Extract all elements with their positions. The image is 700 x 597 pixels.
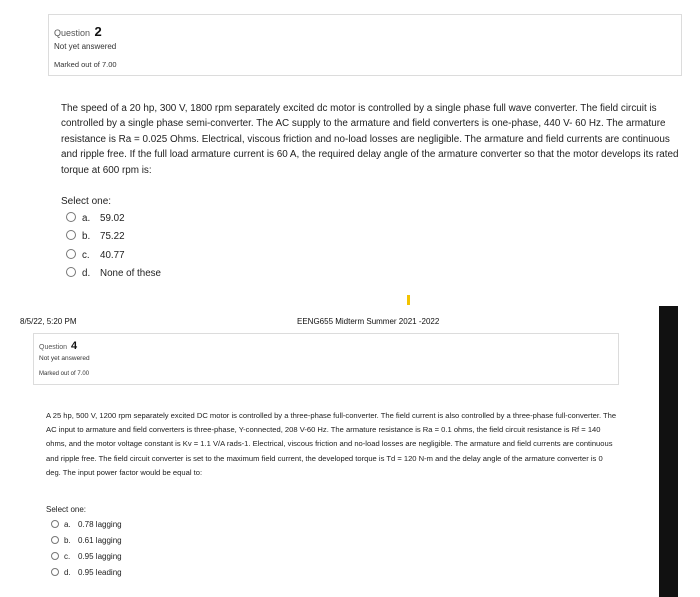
radio-button[interactable]	[66, 212, 76, 222]
question-label: Question	[39, 344, 68, 351]
question-grade: Marked out of 7.00	[39, 371, 90, 377]
answer-option-a[interactable]	[51, 520, 122, 530]
question-state: Not yet answered	[39, 355, 90, 362]
select-one-prompt: Select one:	[46, 505, 87, 514]
answer-text: 0.61 lagging	[78, 536, 122, 545]
answer-option-d[interactable]	[51, 568, 122, 578]
question-number-value: 4	[70, 340, 78, 352]
question-number	[39, 340, 77, 352]
question-text: A 25 hp, 500 V, 1200 rpm separately excited DC motor is controlled by a three-phase full-converter. The field current is also controlled by a three-phase full-converter. The AC input to armature and field converters is three-phase, Y-connected, 208 V-60 Hz. The armature resistance is Ra = 0.1 ohms, the field circuit resistance is Rf = 140 ohms, and the motor voltage constant is Kv = 1.1 V/A rads-1. Electrical, viscous friction and no-load losses are negligible. The armature and field currents are continuous and ripple free. The field circuit converter is set to the maximum field current, the developed torque is Td = 120 N-m and the delay angle of the armature converter is 0 deg. The input power factor would be equal to:	[46, 411, 617, 477]
answer-option-b[interactable]	[66, 231, 125, 243]
answer-letter: a.	[82, 213, 91, 224]
answer-letter: c.	[64, 552, 71, 561]
radio-button[interactable]	[66, 230, 76, 240]
radio-button[interactable]	[51, 568, 59, 576]
answer-option-c[interactable]	[66, 250, 125, 262]
answer-text: 75.22	[100, 231, 125, 242]
radio-button[interactable]	[51, 520, 59, 528]
answer-text: None of these	[100, 268, 162, 279]
radio-button[interactable]	[51, 536, 59, 544]
yellow-marker	[407, 295, 410, 305]
question-grade: Marked out of 7.00	[54, 60, 117, 69]
answer-option-b[interactable]	[51, 536, 122, 546]
answer-letter: d.	[82, 268, 91, 279]
answer-option-c[interactable]	[51, 552, 122, 562]
radio-button[interactable]	[51, 552, 59, 560]
print-date: 8/5/22, 5:20 PM	[20, 317, 77, 326]
radio-button[interactable]	[66, 249, 76, 259]
black-side-bar	[659, 306, 678, 597]
answer-text: 59.02	[100, 213, 125, 224]
answer-letter: c.	[82, 250, 90, 261]
select-one-prompt: Select one:	[61, 196, 112, 207]
answer-letter: a.	[64, 520, 71, 529]
question-number-value: 2	[94, 24, 102, 39]
question-info-box	[33, 333, 619, 385]
radio-button[interactable]	[66, 267, 76, 277]
answer-text: 40.77	[100, 250, 125, 261]
answer-letter: b.	[64, 536, 71, 545]
answer-letter: b.	[82, 231, 91, 242]
question-number	[54, 24, 102, 39]
question-text: The speed of a 20 hp, 300 V, 1800 rpm separately excited dc motor is controlled by a single phase full wave converter. The field circuit is controlled by a single phase semi-converter. The AC supply to the armature and field converters is one-phase, 440 V- 60 Hz. The armature resistance is Ra = 0.025 Ohms. Electrical, viscous friction and no-load losses are negligible. The armature and field currents are continuous and ripple free. If the full load armature current is 60 A, the required delay angle of the armature converter so that the motor develops its rated torque at 600 rpm is:	[61, 103, 679, 176]
answer-text: 0.95 lagging	[78, 552, 122, 561]
answer-text: 0.95 leading	[78, 568, 122, 577]
answer-letter: d.	[64, 568, 71, 577]
print-title: EENG655 Midterm Summer 2021 -2022	[297, 317, 440, 326]
question-state: Not yet answered	[54, 42, 117, 51]
answer-option-a[interactable]	[66, 213, 125, 225]
answer-text: 0.78 lagging	[78, 520, 122, 529]
question-label: Question	[54, 28, 91, 38]
answer-option-d[interactable]	[66, 268, 161, 280]
question-info-box	[48, 14, 682, 76]
